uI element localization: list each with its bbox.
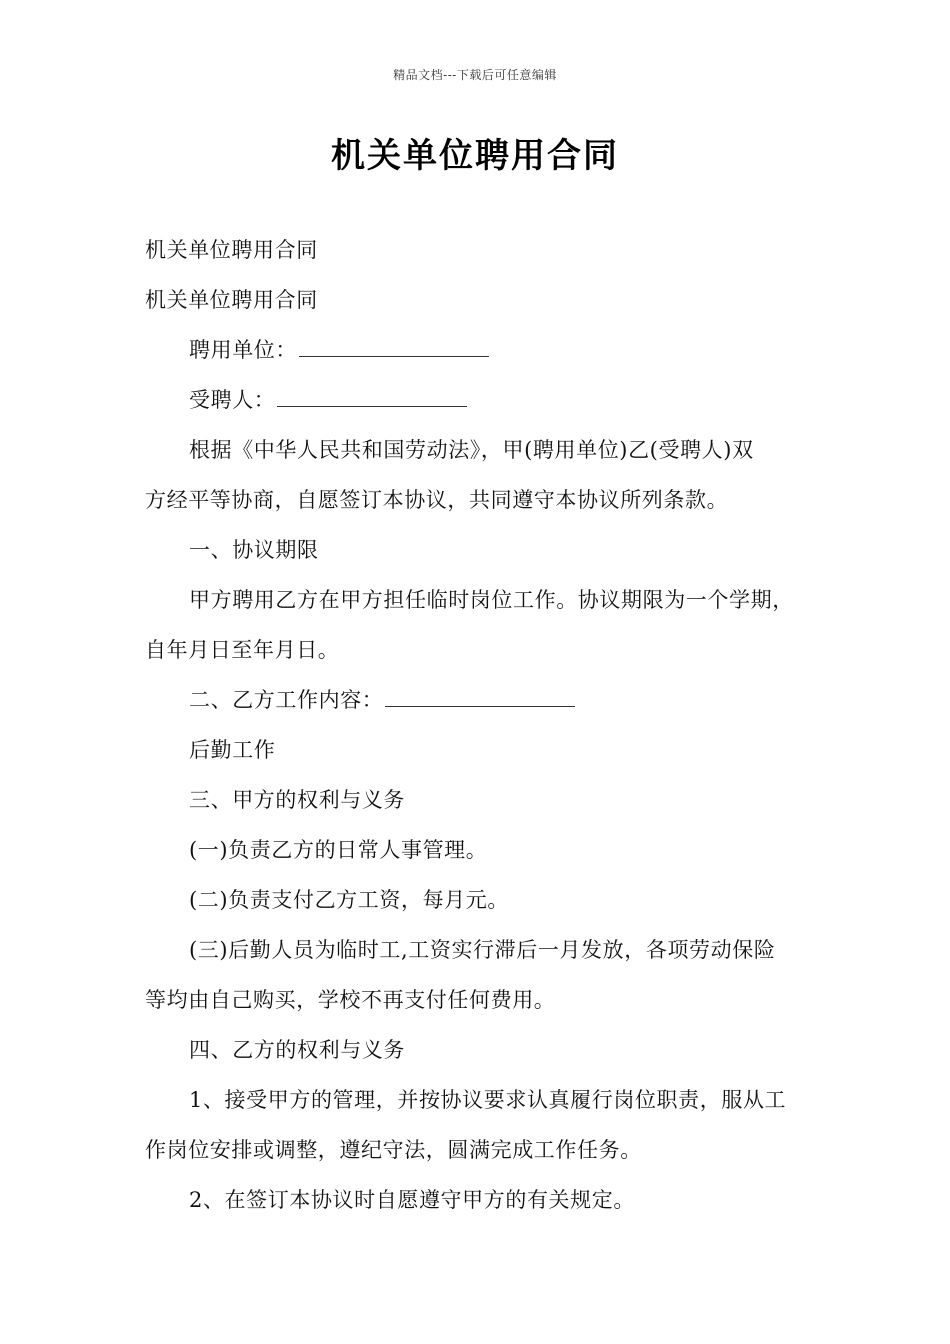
document-body [145,228,810,1228]
term-line-1: 甲方聘用乙方在甲方担任临时岗位工作。协议期限为一个学期， [189,588,794,612]
section-4-heading: 四、乙方的权利与义务 [189,1038,405,1062]
clause-3-1: (一)负责乙方的日常人事管理。 [189,838,488,862]
employee-label: 受聘人： [189,388,276,412]
employee-field [145,378,810,428]
intro-line-2: 方经平等协商，自愿签订本协议，共同遵守本协议所列条款。 [145,488,729,512]
clause-3-3-line-2: 等均由自己购买，学校不再支付任何费用。 [145,988,556,1012]
document-title: 机关单位聘用合同 [331,136,619,176]
work-content: 后勤工作 [189,738,276,762]
work-content-blank [385,688,575,707]
employer-field [145,328,810,378]
clause-4-1-line-1: 1、接受甲方的管理，并按协议要求认真履行岗位职责，服从工 [189,1088,787,1112]
employee-blank [277,388,467,407]
term-line-2: 自年月日至年月日。 [145,638,340,662]
clause-4-1-line-2: 作岗位安排或调整，遵纪守法，圆满完成工作任务。 [145,1138,642,1162]
section-2-heading [145,678,810,728]
header-note: 精品文档---下载后可任意编辑 [393,68,557,82]
clause-4-2: 2、在签订本协议时自愿遵守甲方的有关规定。 [189,1188,635,1212]
clause-3-2: (二)负责支付乙方工资，每月元。 [189,888,509,912]
clause-3-3-line-1: (三)后勤人员为临时工,工资实行滞后一月发放，各项劳动保险 [189,938,776,962]
intro-line-1: 根据《中华人民共和国劳动法》，甲(聘用单位)乙(受聘人)双 [189,438,754,462]
employer-blank [299,338,489,357]
section-1-heading: 一、协议期限 [189,538,319,562]
paragraph-title-repeat-2: 机关单位聘用合同 [145,288,318,312]
paragraph-title-repeat-1: 机关单位聘用合同 [145,238,318,262]
section-3-heading: 三、甲方的权利与义务 [189,788,405,812]
employer-label: 聘用单位： [189,338,297,362]
section-2-label: 二、乙方工作内容： [189,688,384,712]
